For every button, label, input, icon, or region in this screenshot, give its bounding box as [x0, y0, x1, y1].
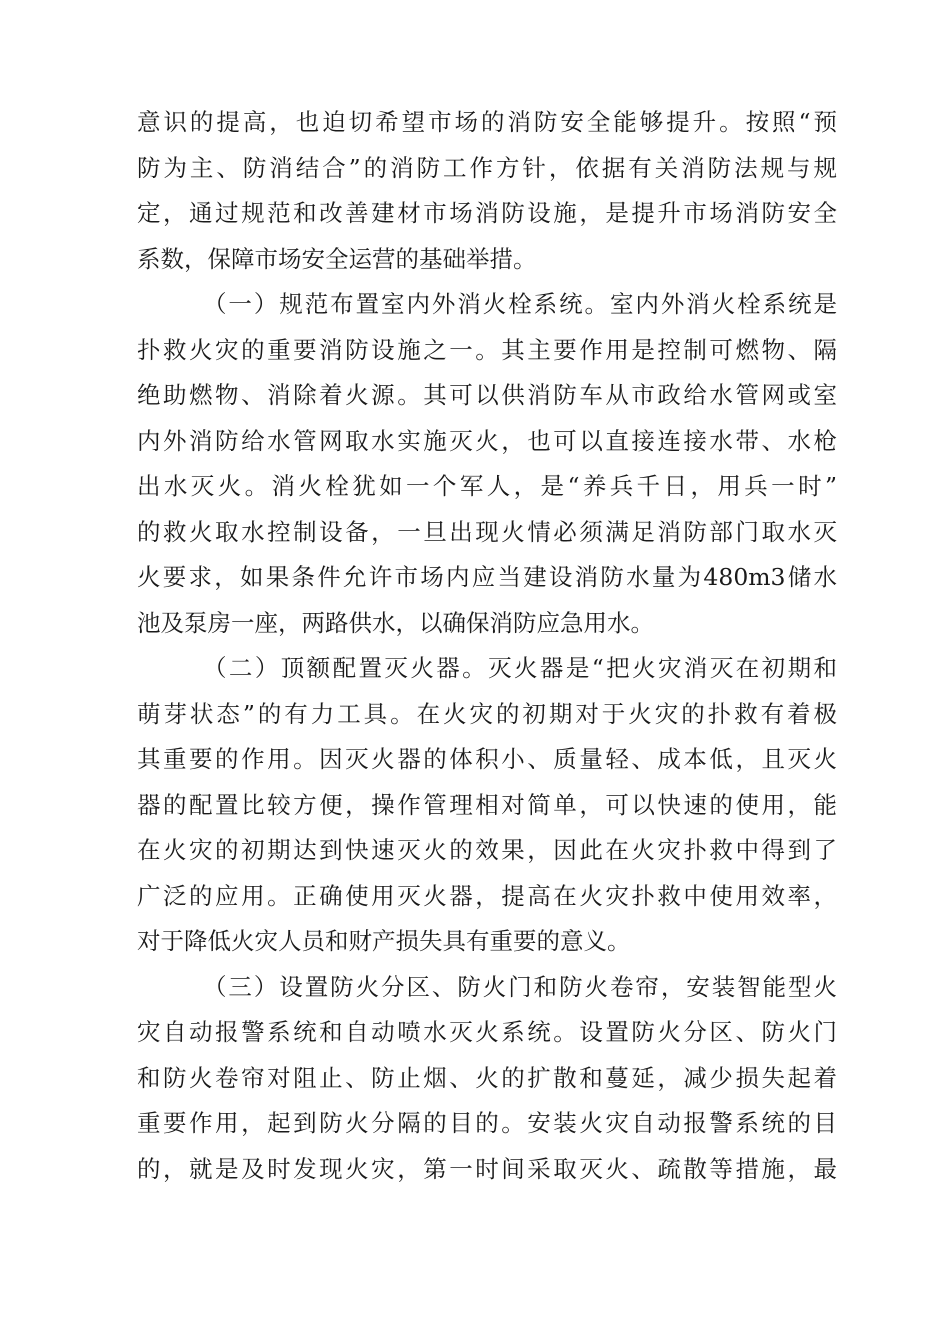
text-line: 池及泵房一座，两路供水，以确保消防应急用水。 [137, 608, 654, 637]
text-line: 其重要的作用。因灭火器的体积小、质量轻、成本低，且灭火 [137, 745, 837, 773]
text-line: 在火灾的初期达到快速灭火的效果，因此在火灾扑救中得到了 [137, 836, 837, 864]
text-line: 重要作用，起到防火分隔的目的。安装火灾自动报警系统的目 [137, 1109, 837, 1137]
text-line: 绝助燃物、消除着火源。其可以供消防车从市政给水管网或室 [137, 381, 837, 409]
text-line: 系数，保障市场安全运营的基础举措。 [137, 244, 537, 273]
paragraph-first-line: （一）规范布置室内外消火栓系统。室内外消火栓系统是 [203, 290, 837, 318]
text-line: 和防火卷帘对阻止、防止烟、火的扩散和蔓延，减少损失起着 [137, 1063, 837, 1092]
text-line: 的救火取水控制设备，一旦出现火情必须满足消防部门取水灭 [137, 517, 837, 546]
text-line: 扑救火灾的重要消防设施之一。其主要作用是控制可燃物、隔 [137, 335, 837, 364]
text-line: 萌芽状态”的有力工具。在火灾的初期对于火灾的扑救有着极 [137, 699, 837, 728]
paragraph-first-line: （三）设置防火分区、防火门和防火卷帘，安装智能型火 [203, 972, 837, 1001]
text-line: 防为主、防消结合”的消防工作方针，依据有关消防法规与规 [137, 153, 837, 182]
text-line: 内外消防给水管网取水实施灭火，也可以直接连接水带、水枪 [137, 426, 837, 455]
text-line: 广泛的应用。正确使用灭火器，提高在火灾扑救中使用效率， [137, 881, 837, 910]
text-line: 器的配置比较方便，操作管理相对简单，可以快速的使用，能 [137, 790, 837, 819]
text-line: 火要求，如果条件允许市场内应当建设消防水量为480m3储水 [137, 563, 837, 591]
text-line: 对于降低火灾人员和财产损失具有重要的意义。 [137, 927, 631, 955]
body-text [137, 100, 837, 1192]
paragraph-first-line: （二）顶额配置灭火器。灭火器是“把火灾消灭在初期和 [203, 654, 837, 682]
text-line: 的，就是及时发现火灾，第一时间采取灭火、疏散等措施，最 [137, 1154, 837, 1183]
text-line: 出水灭火。消火栓犹如一个军人，是“养兵千日，用兵一时” [137, 472, 837, 500]
text-line: 意识的提高，也迫切希望市场的消防安全能够提升。按照“预 [137, 108, 837, 136]
text-line: 定，通过规范和改善建材市场消防设施，是提升市场消防安全 [137, 199, 837, 227]
text-line: 灾自动报警系统和自动喷水灭火系统。设置防火分区、防火门 [137, 1018, 837, 1046]
